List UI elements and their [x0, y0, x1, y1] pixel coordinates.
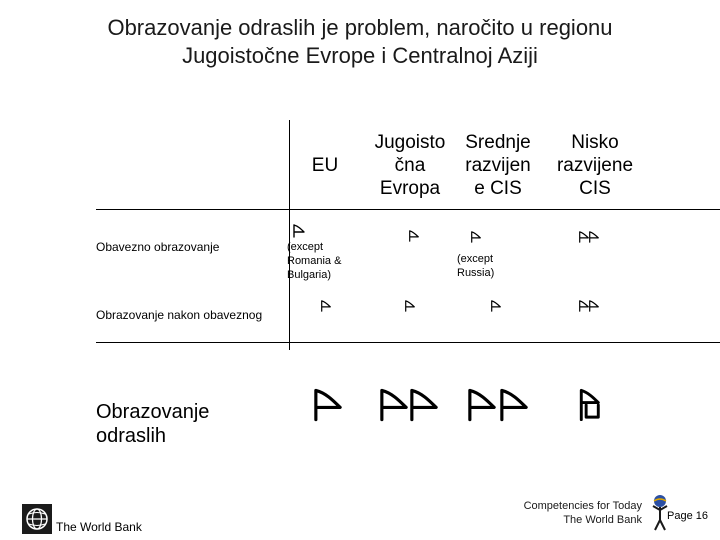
org-label: The World Bank — [56, 520, 142, 534]
note-eu-exception: (except Romania & Bulgaria) — [287, 241, 342, 281]
slide-title — [0, 14, 720, 70]
column-header-middle-cis: Srednje razvijen e CIS — [465, 132, 531, 199]
row-label-compulsory: Obavezno obrazovanje — [96, 240, 220, 254]
column-header-low-cis: Nisko razvijene CIS — [556, 132, 634, 199]
column-header-see: Jugoisto čna Evropa — [374, 132, 446, 199]
table-vertical-divider — [289, 120, 290, 350]
note-cis-exception: (except Russia) — [457, 253, 495, 279]
table-header-divider — [96, 209, 720, 210]
footer-tagline: Competencies for Today The World Bank — [523, 500, 642, 526]
pennant-flag-icon — [292, 224, 306, 238]
row-label-adult-education: Obrazovanje odraslih — [96, 401, 210, 447]
title-line-2: Jugoistočne Evrope i Centralnoj Aziji — [182, 43, 538, 68]
boxed-flag-icon — [576, 388, 606, 422]
pennant-flag-icon — [320, 300, 332, 312]
world-bank-globe-icon — [22, 504, 52, 534]
table-row-divider — [96, 342, 720, 343]
page-number: Page 16 — [667, 510, 709, 522]
column-header-eu: EU — [311, 155, 339, 176]
pennant-flag-icon — [588, 300, 600, 312]
pennant-flag-icon — [406, 388, 442, 422]
pennant-flag-icon — [464, 388, 500, 422]
pennant-flag-icon — [404, 300, 416, 312]
title-line-1: Obrazovanje odraslih je problem, naročito u regionu — [107, 15, 613, 40]
pennant-flag-icon — [408, 230, 420, 242]
pennant-flag-icon — [496, 388, 532, 422]
pennant-flag-icon — [310, 388, 346, 422]
pennant-flag-icon — [490, 300, 502, 312]
pennant-flag-icon — [470, 231, 482, 243]
pennant-flag-icon — [588, 231, 600, 243]
row-label-post-compulsory: Obrazovanje nakon obaveznog — [96, 308, 263, 322]
